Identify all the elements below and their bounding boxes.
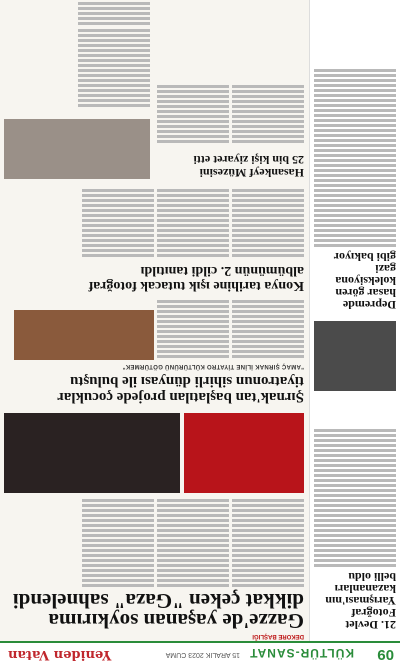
third-story-headline: Konya tarihine ışık tutacak fotoğraf albümünün 2. cildi tanıtıldı bbox=[88, 263, 304, 293]
fourth-story-body bbox=[154, 83, 304, 145]
lead-story-headline: Gazze'de yaşanan soykırıma dikkat çeken "Gaza" sahnelendi bbox=[12, 589, 304, 633]
museum-photo bbox=[4, 119, 150, 179]
sidebar-story-title: Depremde hasar gören koleksiyona gazi gibi bakıyor bbox=[333, 250, 396, 312]
second-story-body bbox=[4, 298, 304, 360]
sidebar-photo bbox=[314, 321, 396, 391]
lead-story-header bbox=[4, 591, 304, 639]
third-story-body bbox=[4, 187, 304, 259]
sidebar-story-earthquake-collection bbox=[314, 67, 396, 311]
children-theatre-photo bbox=[14, 310, 154, 360]
sidebar-column bbox=[309, 0, 400, 641]
section-title: KÜLTÜR-SANAT bbox=[249, 646, 354, 660]
lead-story-body bbox=[4, 497, 304, 589]
page-header bbox=[0, 641, 400, 665]
lead-story-kicker: DEKORE BAŞLIĞI bbox=[252, 633, 304, 639]
sidebar-story-photo-contest bbox=[314, 427, 396, 631]
newspaper-logo: Yeniden Vatan bbox=[8, 647, 112, 662]
page-number: 09 bbox=[377, 646, 394, 663]
stage-photo-dark bbox=[4, 413, 180, 493]
sidebar-story-body bbox=[314, 429, 396, 567]
stage-photo-red bbox=[184, 413, 304, 493]
issue-date: 15 ARALIK 2023 CUMA bbox=[165, 651, 240, 658]
second-story-headline: Şırnak'tan başlatılan projede çocuklar tiyatronun sihirli dünyası ile buluştu bbox=[57, 373, 304, 405]
bottom-right-body bbox=[4, 0, 150, 109]
second-story-quote: "AMAÇ ŞIRNAK İLİNE TİYATRO KÜLTÜRÜNÜ GÖTÜRMEK" bbox=[122, 363, 304, 369]
sidebar-story-title: 21. Devlet Fotoğraf Yarışması'nın kazananları belli oldu bbox=[325, 570, 396, 632]
sidebar-story-body bbox=[314, 69, 396, 247]
fourth-story-headline: Hasankeyf Müzesini 25 bin kişi ziyaret etti bbox=[193, 153, 304, 180]
